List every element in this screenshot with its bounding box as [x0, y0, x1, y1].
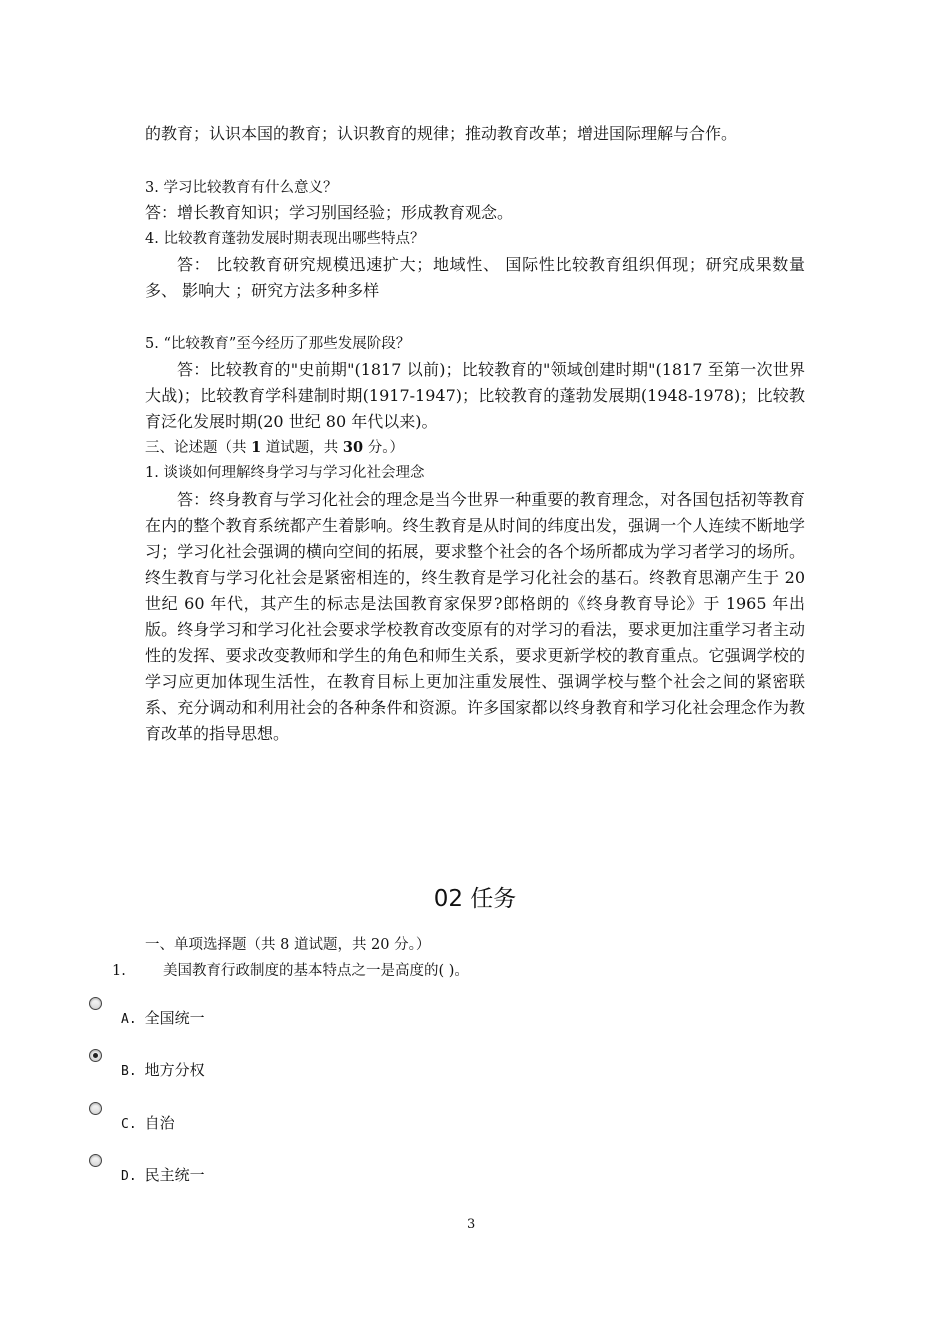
question-number: 1. — [112, 963, 126, 979]
answer-3: 答：增长教育知识；学习别国经验；形成教育观念。 — [145, 203, 514, 222]
radio-option-a[interactable] — [89, 997, 102, 1010]
question-5: 5. “比较教育”至今经历了那些发展阶段？ — [145, 336, 411, 352]
option-b[interactable]: B. 地方分权 — [121, 1061, 205, 1079]
mc-section-header: 一、单项选择题（共 8 道试题，共 20 分。） — [145, 937, 431, 953]
question-text: 美国教育行政制度的基本特点之一是高度的( )。 — [163, 963, 469, 979]
option-d[interactable]: D. 民主统一 — [121, 1166, 205, 1184]
radio-option-d[interactable] — [89, 1154, 102, 1167]
radio-option-c[interactable] — [89, 1102, 102, 1115]
answer-5: 答：比较教育的"史前期"(1817 以前)；比较教育的"领域创建时期"(1817 至第一次世界大战)；比较教育学科建制时期(1917-1947)；比较教育的蓬勃发展期(1948-1978)；比较教育泛化发展时期(20 世纪 80 年代以来)。 — [145, 360, 805, 431]
radio-selected-dot — [93, 1053, 98, 1058]
radio-option-b[interactable] — [89, 1049, 102, 1062]
essay-question-1: 1. 谈谈如何理解终身学习与学习化社会理念 — [145, 465, 425, 481]
option-c[interactable]: C. 自治 — [121, 1114, 175, 1132]
essay-answer-1: 答：终身教育与学习化社会的理念是当今世界一种重要的教育理念，对各国包括初等教育在内的整个教育系统都产生着影响。终生教育是从时间的纬度出发，强调一个人连续不断地学习；学习化社会强调的横向空间的拓展，要求整个社会的各个场所都成为学习者学习的场所。终生教育与学习化社会是紧密相连的，终生教育是学习化社会的基石。终教育思潮产生于 20 世纪 60 年代，其产生的标志是法国教育家保罗?郎格朗的《终身教育导论》于 1965 年出版。终身学习和学习化社会要求学校教育改变原有的对学习的看法，要求更加注重学习者主动性的发挥、要求改变教师和学生的角色和师生关系，要求更新学校的教育重点。它强调学校的学习应更加体现生活性，在教育目标上更加注重发展性、强调学校与整个社会之间的紧密联系、充分调动和利用社会的各种条件和资源。许多国家都以终身教育和学习化社会理念作为教育改革的指导思想。 — [145, 490, 805, 743]
continued-answer-line: 的教育；认识本国的教育；认识教育的规律；推动教育改革；增进国际理解与合作。 — [145, 124, 738, 143]
option-a[interactable]: A. 全国统一 — [121, 1009, 205, 1027]
question-3: 3. 学习比较教育有什么意义？ — [145, 180, 338, 196]
question-4: 4. 比较教育蓬勃发展时期表现出哪些特点？ — [145, 231, 425, 247]
page-number: 3 — [467, 1217, 476, 1232]
essay-section-header: 三、论述题（共 1 道试题，共 30 分。） — [145, 439, 404, 456]
section-title: 02 任务 — [433, 886, 517, 912]
answer-4: 答： 比较教育研究规模迅速扩大；地域性、 国际性比较教育组织佴现；研究成果数量多、 影响大 ；研究方法多种多样 — [145, 255, 805, 300]
